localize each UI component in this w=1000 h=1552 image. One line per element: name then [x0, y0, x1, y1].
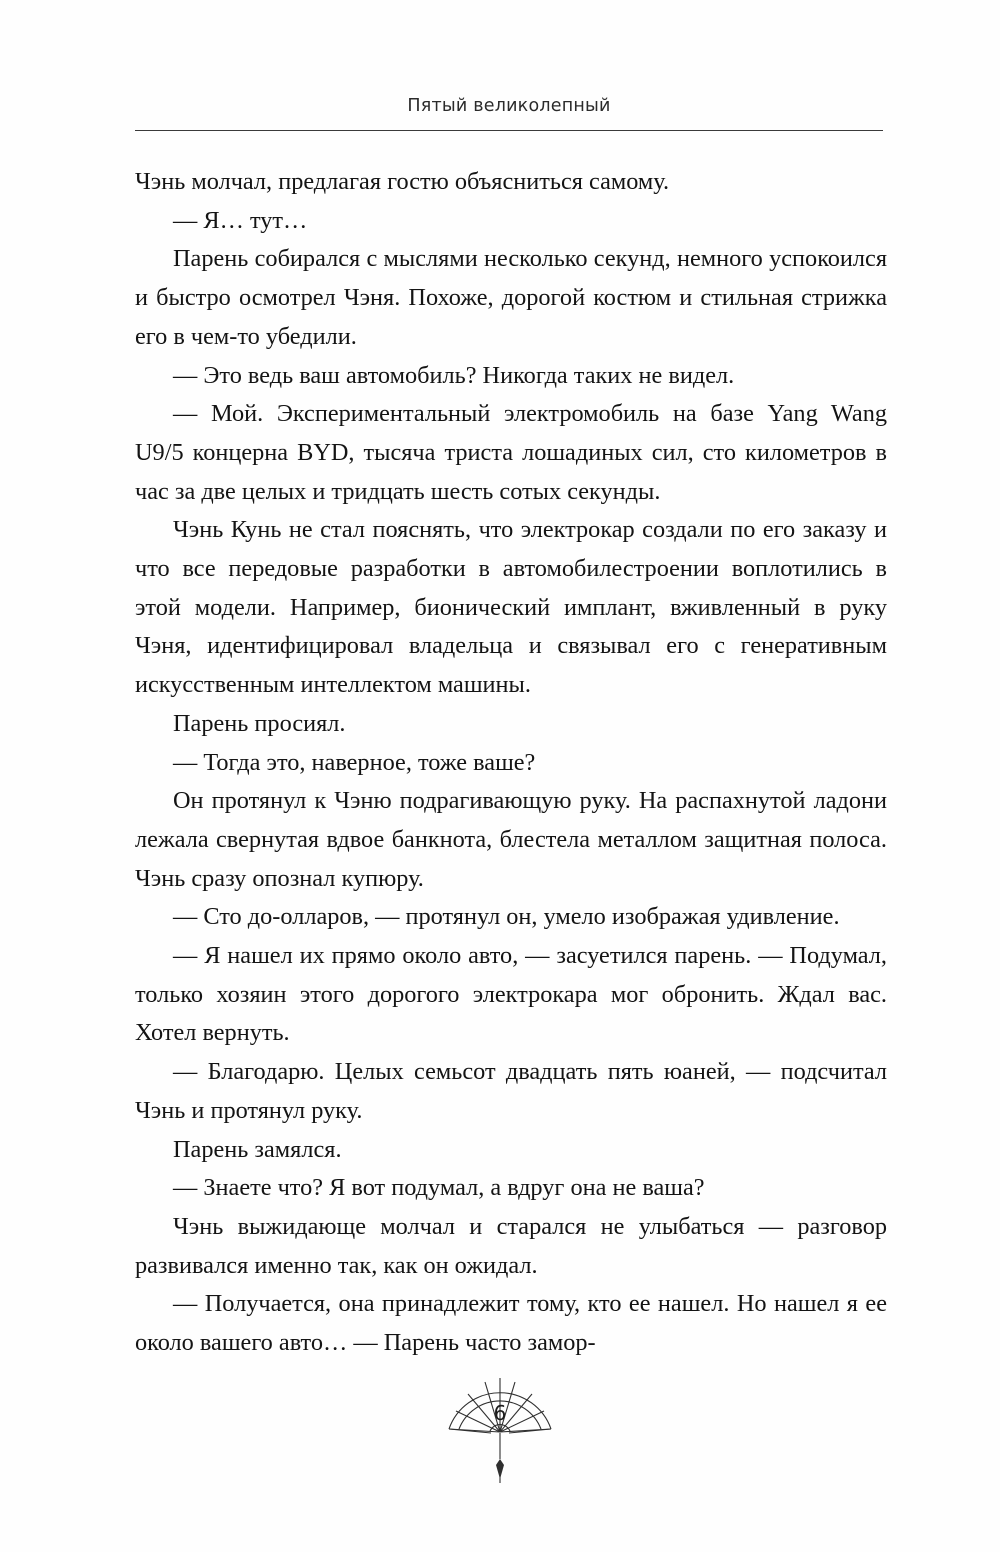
paragraph: Парень просиял. [173, 709, 346, 737]
paragraph: — Сто до-олларов, — протянул он, умело изображая удивление. [173, 903, 840, 931]
paragraph: Парень собирался с мыслями несколько секунд, немного успокоился и быстро осмотрел Чэня. Похоже, дорогой костюм и стильная стрижка его в чем-то убедили. [135, 245, 887, 350]
paragraph: — Я нашел их прямо около авто, — засуетился парень. — Подумал, только хозяин этого дорогого электрокара мог обронить. Ждал вас. Хотел вернуть. [135, 942, 887, 1047]
header-divider [135, 130, 883, 131]
paragraph: — Я… тут… [173, 206, 308, 234]
paragraph: — Знаете что? Я вот подумал, а вдруг она не ваша? [173, 1174, 705, 1202]
paragraph: Чэнь выжидающе молчал и старался не улыбаться — разговор развивался именно так, как он ожидал. [135, 1212, 887, 1279]
paragraph: Чэнь молчал, предлагая гостю объясниться самому. [135, 168, 670, 195]
fan-ornament-wrap [435, 1355, 565, 1485]
paragraph: — Получается, она принадлежит тому, кто ее нашел. Но нашел я ее около вашего авто… — Парень часто замор- [135, 1290, 887, 1357]
page-number: 6 [493, 1401, 507, 1425]
page-footer [0, 1355, 1000, 1525]
paragraph: Чэнь Кунь не стал пояснять, что электрокар создали по его заказу и что все передовые разработки в автомобилестроении воплотились в этой модели. Например, бионический имплант, вживленный в руку Чэня, идентифицировал владельца и связывал его с генеративным искусственным интеллектом машины. [135, 516, 887, 699]
running-head: Пятый великолепный [407, 96, 611, 116]
paragraph: — Мой. Экспериментальный электромобиль на базе Yang Wang U9/5 концерна BYD, тысяча триста лошадиных сил, сто километров в час за две целых и тридцать шесть сотых секунды. [135, 400, 887, 505]
paragraph: — Благодарю. Целых семьсот двадцать пять юаней, — подсчитал Чэнь и протянул руку. [135, 1058, 887, 1124]
page-body-text [135, 163, 887, 1363]
paragraph: — Это ведь ваш автомобиль? Никогда таких не видел. [173, 361, 735, 389]
paragraph: — Тогда это, наверное, тоже ваше? [173, 748, 536, 776]
paragraph: Он протянул к Чэню подрагивающую руку. На распахнутой ладони лежала свернутая вдвое банкнота, блестела металлом защитная полоса. Чэнь сразу опознал купюру. [135, 787, 887, 892]
paragraph: Парень замялся. [173, 1135, 342, 1163]
